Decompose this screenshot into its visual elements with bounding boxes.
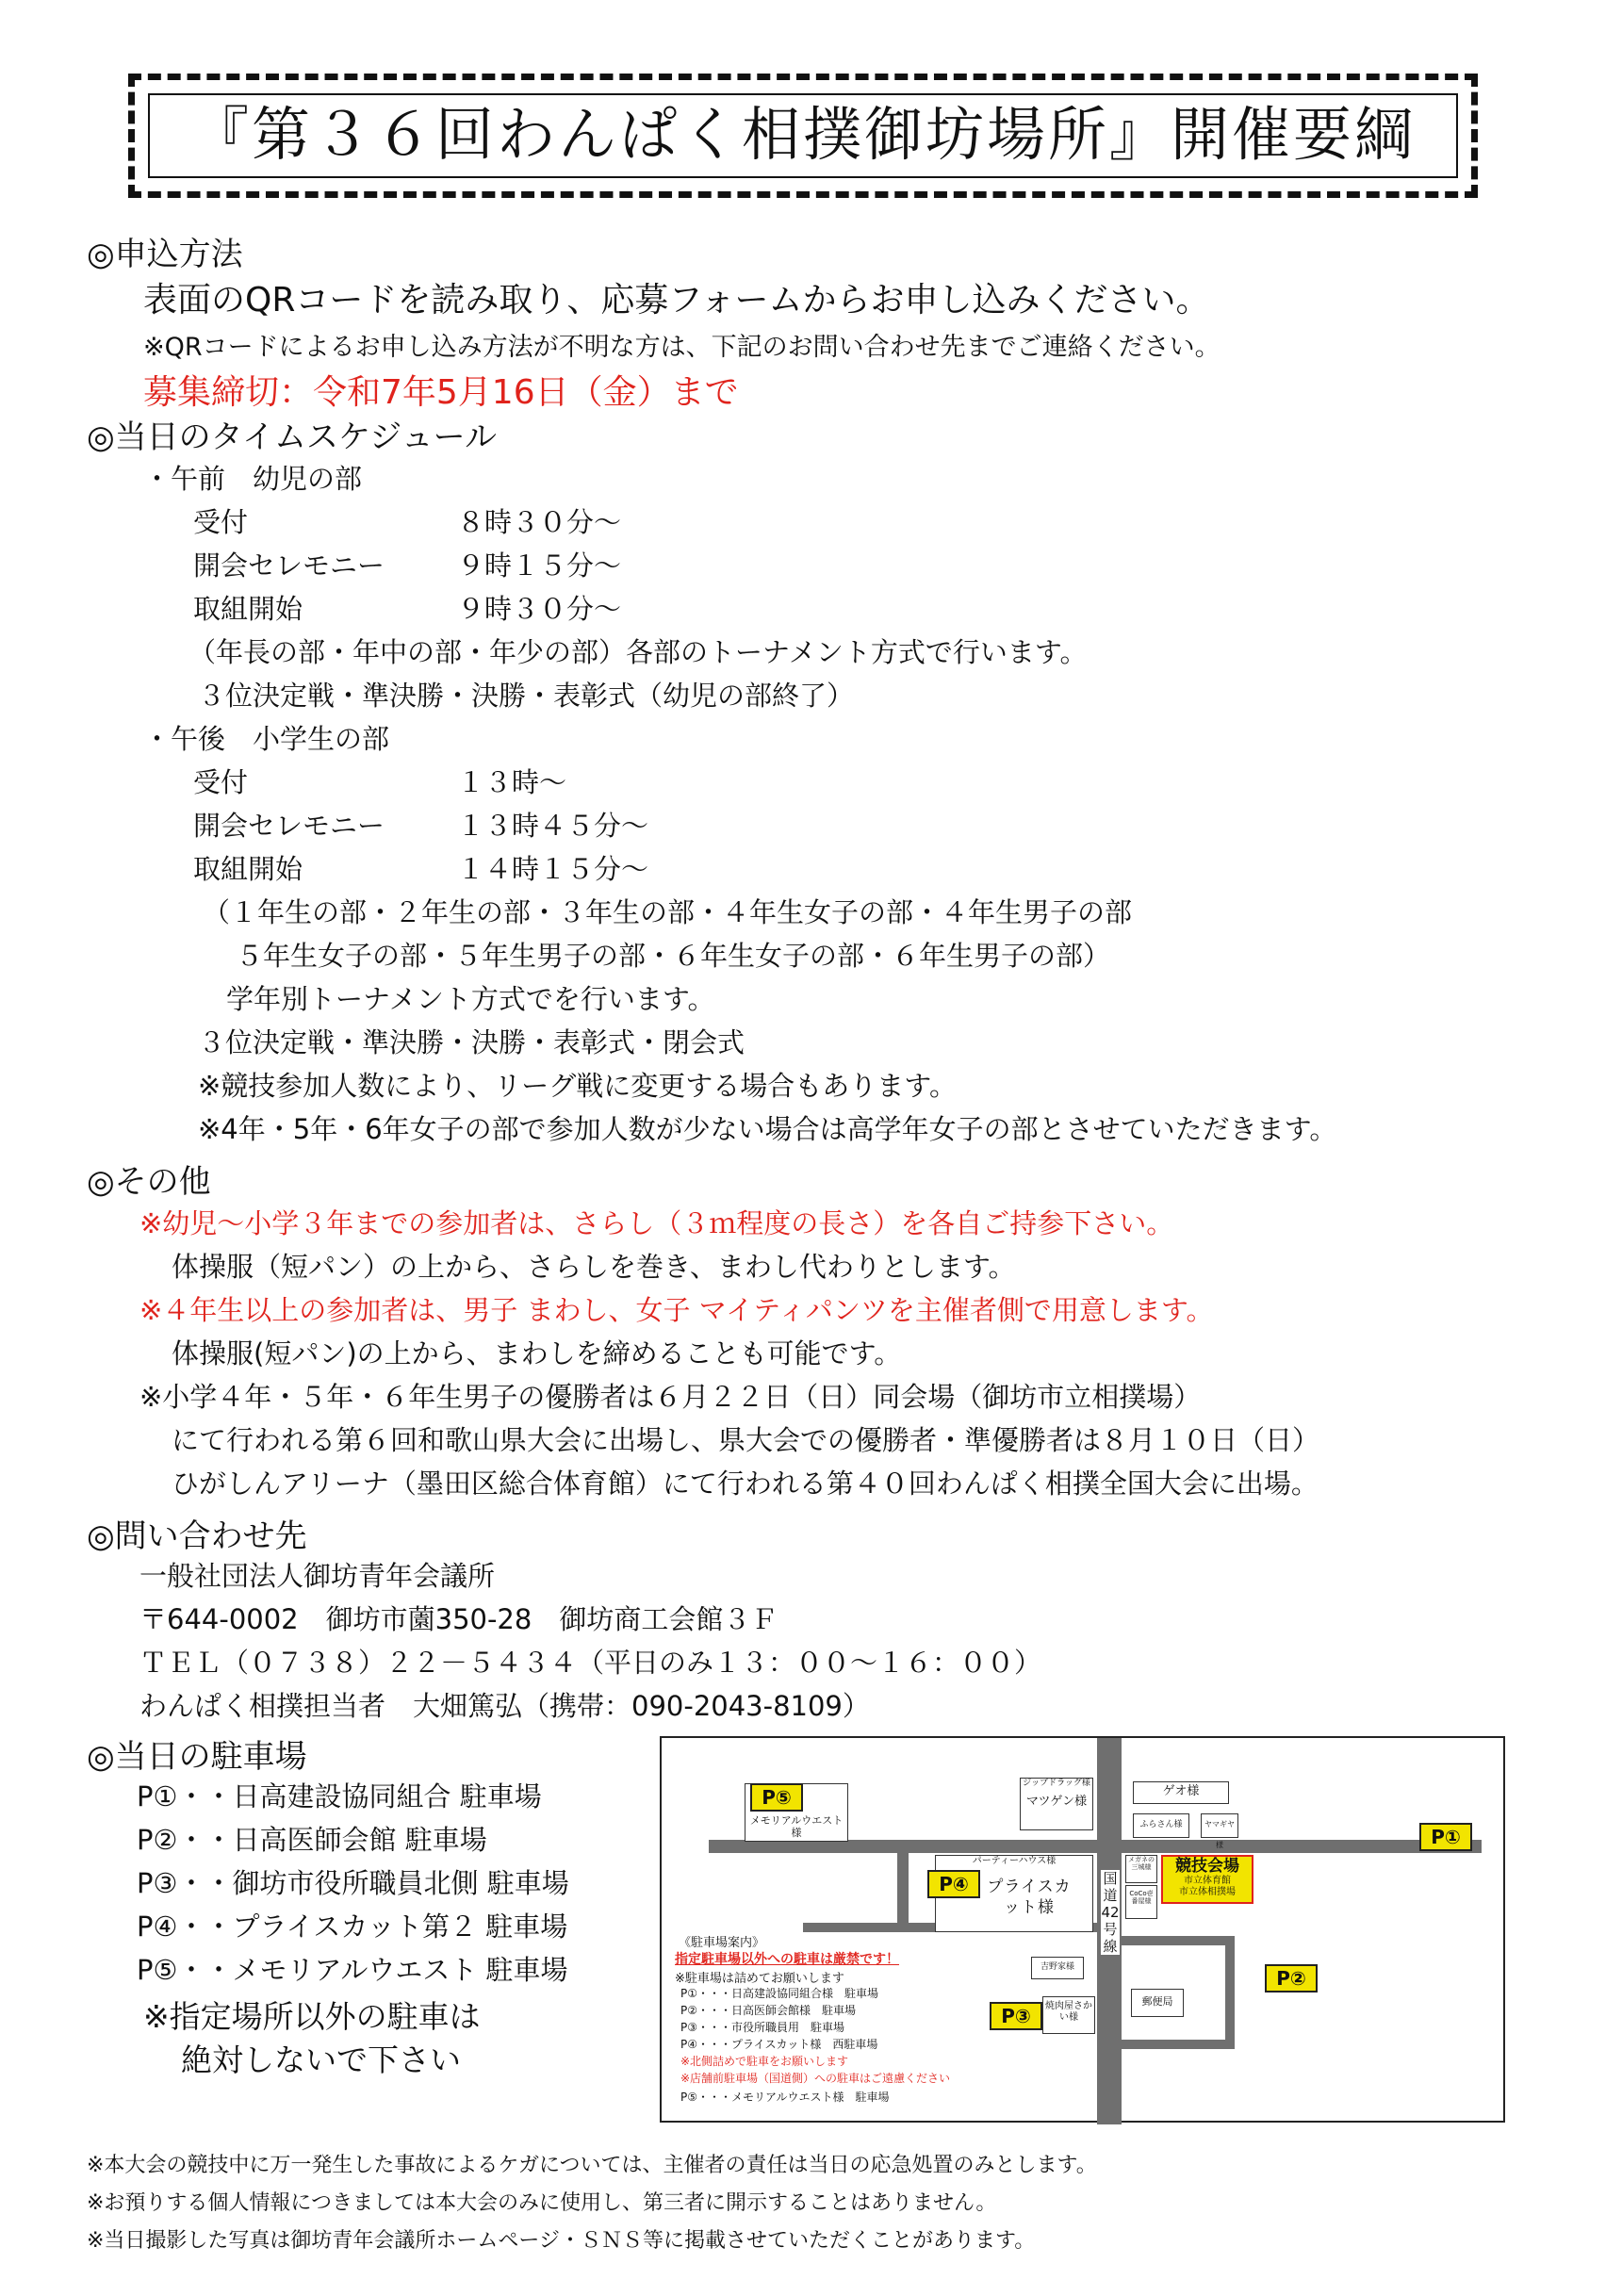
other-heading: ◎その他 — [87, 1163, 211, 1201]
parking-item: P②・・日高医師会館 駐車場 — [137, 1824, 487, 1856]
yoshino-building — [1031, 1957, 1084, 1979]
coco-building — [1125, 1885, 1157, 1919]
pm-note: ※4年・5年・6年女子の部で参加人数が少ない場合は高学年女子の部とさせていただきます。 — [198, 1113, 1337, 1145]
venue-title: 競技会場 — [1175, 1857, 1239, 1876]
post-office-building — [1131, 1989, 1184, 2017]
guide-item: P①・・・日高建設協同組合様 駐車場 — [680, 1987, 878, 2000]
geo-label: ゲオ様 — [1162, 1784, 1200, 1798]
yakiniku-building — [1042, 1996, 1095, 2034]
coco-label: CoCo壱番屋様 — [1129, 1890, 1154, 1906]
parking-warning: ※指定場所以外の駐車は — [143, 1998, 481, 2035]
guide-item: P②・・・日高医師会館様 駐車場 — [680, 2004, 856, 2017]
other-red-note: ※４年生以上の参加者は、男子 まわし、女子 マイティパンツを主催者側で用意します。 — [139, 1294, 1214, 1326]
pm-note: 学年別トーナメント方式でを行います。 — [226, 983, 715, 1015]
contact-tel: ＴＥＬ（０７３８）２２－５４３４（平日のみ１３：００～１６：００） — [139, 1647, 1042, 1679]
guide-red-note: ※店舗前駐車場（国道側）への駐車はご遠慮ください — [680, 2072, 951, 2085]
am-row-time: ８時３０分～ — [457, 506, 622, 538]
parking-item: P④・・プライスカット第２ 駐車場 — [137, 1911, 568, 1943]
venue-building — [1161, 1855, 1253, 1904]
guide-title: 《駐車場案内》 — [679, 1936, 765, 1950]
pm-row-label: 受付 — [193, 766, 249, 798]
parking-warning: 絶対しないで下さい — [181, 2042, 461, 2078]
parking-item: P③・・御坊市役所職員北側 駐車場 — [137, 1867, 569, 1899]
kurasan-building — [1133, 1813, 1189, 1838]
other-red-note: ※幼児～小学３年までの参加者は、さらし（３ｍ程度の長さ）を各自ご持参下さい。 — [139, 1207, 1174, 1239]
pm-note: （１年生の部・２年生の部・３年生の部・４年生女子の部・４年生男子の部 — [203, 896, 1133, 928]
pm-row-label: 取組開始 — [193, 853, 303, 885]
geo-building — [1133, 1781, 1229, 1804]
contact-heading: ◎問い合わせ先 — [87, 1517, 307, 1555]
guide-warning: 指定駐車場以外への駐車は厳禁です！ — [675, 1952, 899, 1967]
yamagiya-label: ヤマギヤ様 — [1204, 1820, 1235, 1849]
contact-org: 一般社団法人御坊青年会議所 — [139, 1560, 496, 1592]
matsugen-building — [1020, 1778, 1093, 1830]
road-side — [1225, 1936, 1235, 2049]
kurasan-label: ふらさん様 — [1139, 1820, 1183, 1829]
parking-item: P①・・日高建設協同組合 駐車場 — [137, 1780, 542, 1812]
venue-sub: 市立体育館 — [1184, 1876, 1231, 1887]
road-side — [1122, 2040, 1235, 2049]
pm-note: ３位決定戦・準決勝・決勝・表彰式・閉会式 — [198, 1026, 745, 1058]
yoshino-label: 吉野家様 — [1040, 1962, 1074, 1972]
yakiniku-label: 焼肉屋さかい様 — [1045, 2001, 1092, 2023]
footer-note: ※当日撮影した写真は御坊青年会議所ホームページ・ＳＮＳ等に掲載させていただくことがあります。 — [87, 2229, 1036, 2253]
pm-row-label: 開会セレモニー — [193, 810, 385, 842]
apply-note: ※QRコードによるお申し込み方法が不明な方は、下記のお問い合わせ先までご連絡ください。 — [143, 333, 1221, 362]
apply-heading: ◎申込方法 — [87, 236, 243, 273]
route-label: 国道42号線 — [1101, 1870, 1120, 1955]
price-cut-label: プライスカット様 — [987, 1878, 1072, 1918]
road-side — [1122, 1936, 1235, 1945]
other-line: にて行われる第６回和歌山県大会に出場し、県大会での優勝者・準優勝者は８月１０日（日） — [172, 1424, 1320, 1456]
contact-person: わんぱく相撲担当者 大畑篤弘（携帯：090-2043-8109） — [139, 1690, 870, 1722]
footer-note: ※お預りする個人情報につきましては本大会のみに使用し、第三者に開示することはありません。 — [87, 2191, 997, 2215]
am-note: （年長の部・年中の部・年少の部）各部のトーナメント方式で行います。 — [188, 636, 1088, 668]
parking-badge-p2: P② — [1265, 1964, 1318, 1993]
title-frame — [128, 74, 1478, 198]
megane-label: メガネの三城様 — [1128, 1856, 1155, 1872]
pm-label: ・午後 小学生の部 — [143, 723, 390, 755]
pm-row-time: １３時４５分～ — [457, 810, 649, 842]
apply-instruction: 表面のQRコードを読み取り、応募フォームからお申し込みください。 — [143, 281, 1210, 320]
parking-map — [660, 1736, 1505, 2123]
road-horizontal — [709, 1840, 1482, 1853]
parking-heading: ◎当日の駐車場 — [87, 1738, 307, 1776]
parking-badge-p5: P⑤ — [750, 1783, 803, 1812]
am-row-label: 受付 — [193, 506, 249, 538]
am-row-time: ９時３０分～ — [457, 593, 622, 625]
matsugen-label: マツゲン様 — [1025, 1794, 1088, 1809]
other-line: ひがしんアリーナ（墨田区総合体育館）にて行われる第４０回わんぱく相撲全国大会に出場。 — [172, 1468, 1319, 1500]
yamagiya-building — [1201, 1813, 1238, 1849]
parking-badge-p4: P④ — [927, 1870, 980, 1898]
other-line: 体操服（短パン）の上から、さらしを巻き、まわし代わりとします。 — [172, 1251, 1016, 1283]
am-row-time: ９時１５分～ — [457, 549, 622, 582]
page-title: 『第３６回わんぱく相撲御坊場所』開催要綱 — [189, 100, 1416, 169]
post-office-label: 郵便局 — [1141, 1995, 1173, 2008]
megane-building — [1125, 1855, 1157, 1883]
contact-address: 〒644-0002 御坊市薗350-28 御坊商工会館３Ｆ — [139, 1603, 778, 1635]
other-line: 体操服(短パン)の上から、まわしを締めることも可能です。 — [172, 1337, 902, 1369]
parking-item: P⑤・・メモリアルウエスト 駐車場 — [137, 1954, 568, 1986]
venue-sub: 市立体相撲場 — [1179, 1887, 1236, 1898]
pm-note: ※競技参加人数により、リーグ戦に変更する場合もあります。 — [198, 1070, 957, 1102]
other-line: ※小学４年・５年・６年生男子の優勝者は６月２２日（日）同会場（御坊市立相撲場） — [139, 1381, 1202, 1413]
guide-note: ※駐車場は詰めてお願いします — [675, 1972, 844, 1986]
am-label: ・午前 幼児の部 — [143, 463, 363, 495]
guide-item: P④・・・プライスカット様 西駐車場 — [680, 2038, 878, 2051]
pm-row-time: １４時１５分～ — [457, 853, 649, 885]
memorial-label: メモリアルウエスト様 — [749, 1814, 844, 1840]
guide-item: P③・・・市役所職員用 駐車場 — [680, 2021, 844, 2034]
guide-red-note: ※北側詰めで駐車をお願いします — [680, 2055, 849, 2068]
footer-note: ※本大会の競技中に万一発生した事故によるケガについては、主催者の責任は当日の応急処置のみとします。 — [87, 2154, 1097, 2177]
am-note: ３位決定戦・準決勝・決勝・表彰式（幼児の部終了） — [198, 680, 855, 712]
drugstore-label: ジップドラッグ様 — [1023, 1779, 1090, 1788]
road-side — [897, 1853, 909, 1928]
parking-badge-p3: P③ — [990, 2002, 1042, 2030]
pm-note: ５年生女子の部・５年生男子の部・６年生女子の部・６年生男子の部） — [236, 940, 1111, 972]
am-row-label: 取組開始 — [193, 593, 303, 625]
schedule-heading: ◎当日のタイムスケジュール — [87, 418, 497, 456]
deadline: 募集締切：令和7年5月16日（金）まで — [143, 373, 739, 412]
pm-row-time: １３時～ — [457, 766, 567, 798]
guide-item: P⑤・・・メモリアルウエスト様 駐車場 — [680, 2091, 890, 2104]
am-row-label: 開会セレモニー — [193, 549, 385, 582]
party-house-label: パーティーハウス様 — [972, 1856, 1057, 1866]
parking-badge-p1: P① — [1419, 1823, 1472, 1851]
